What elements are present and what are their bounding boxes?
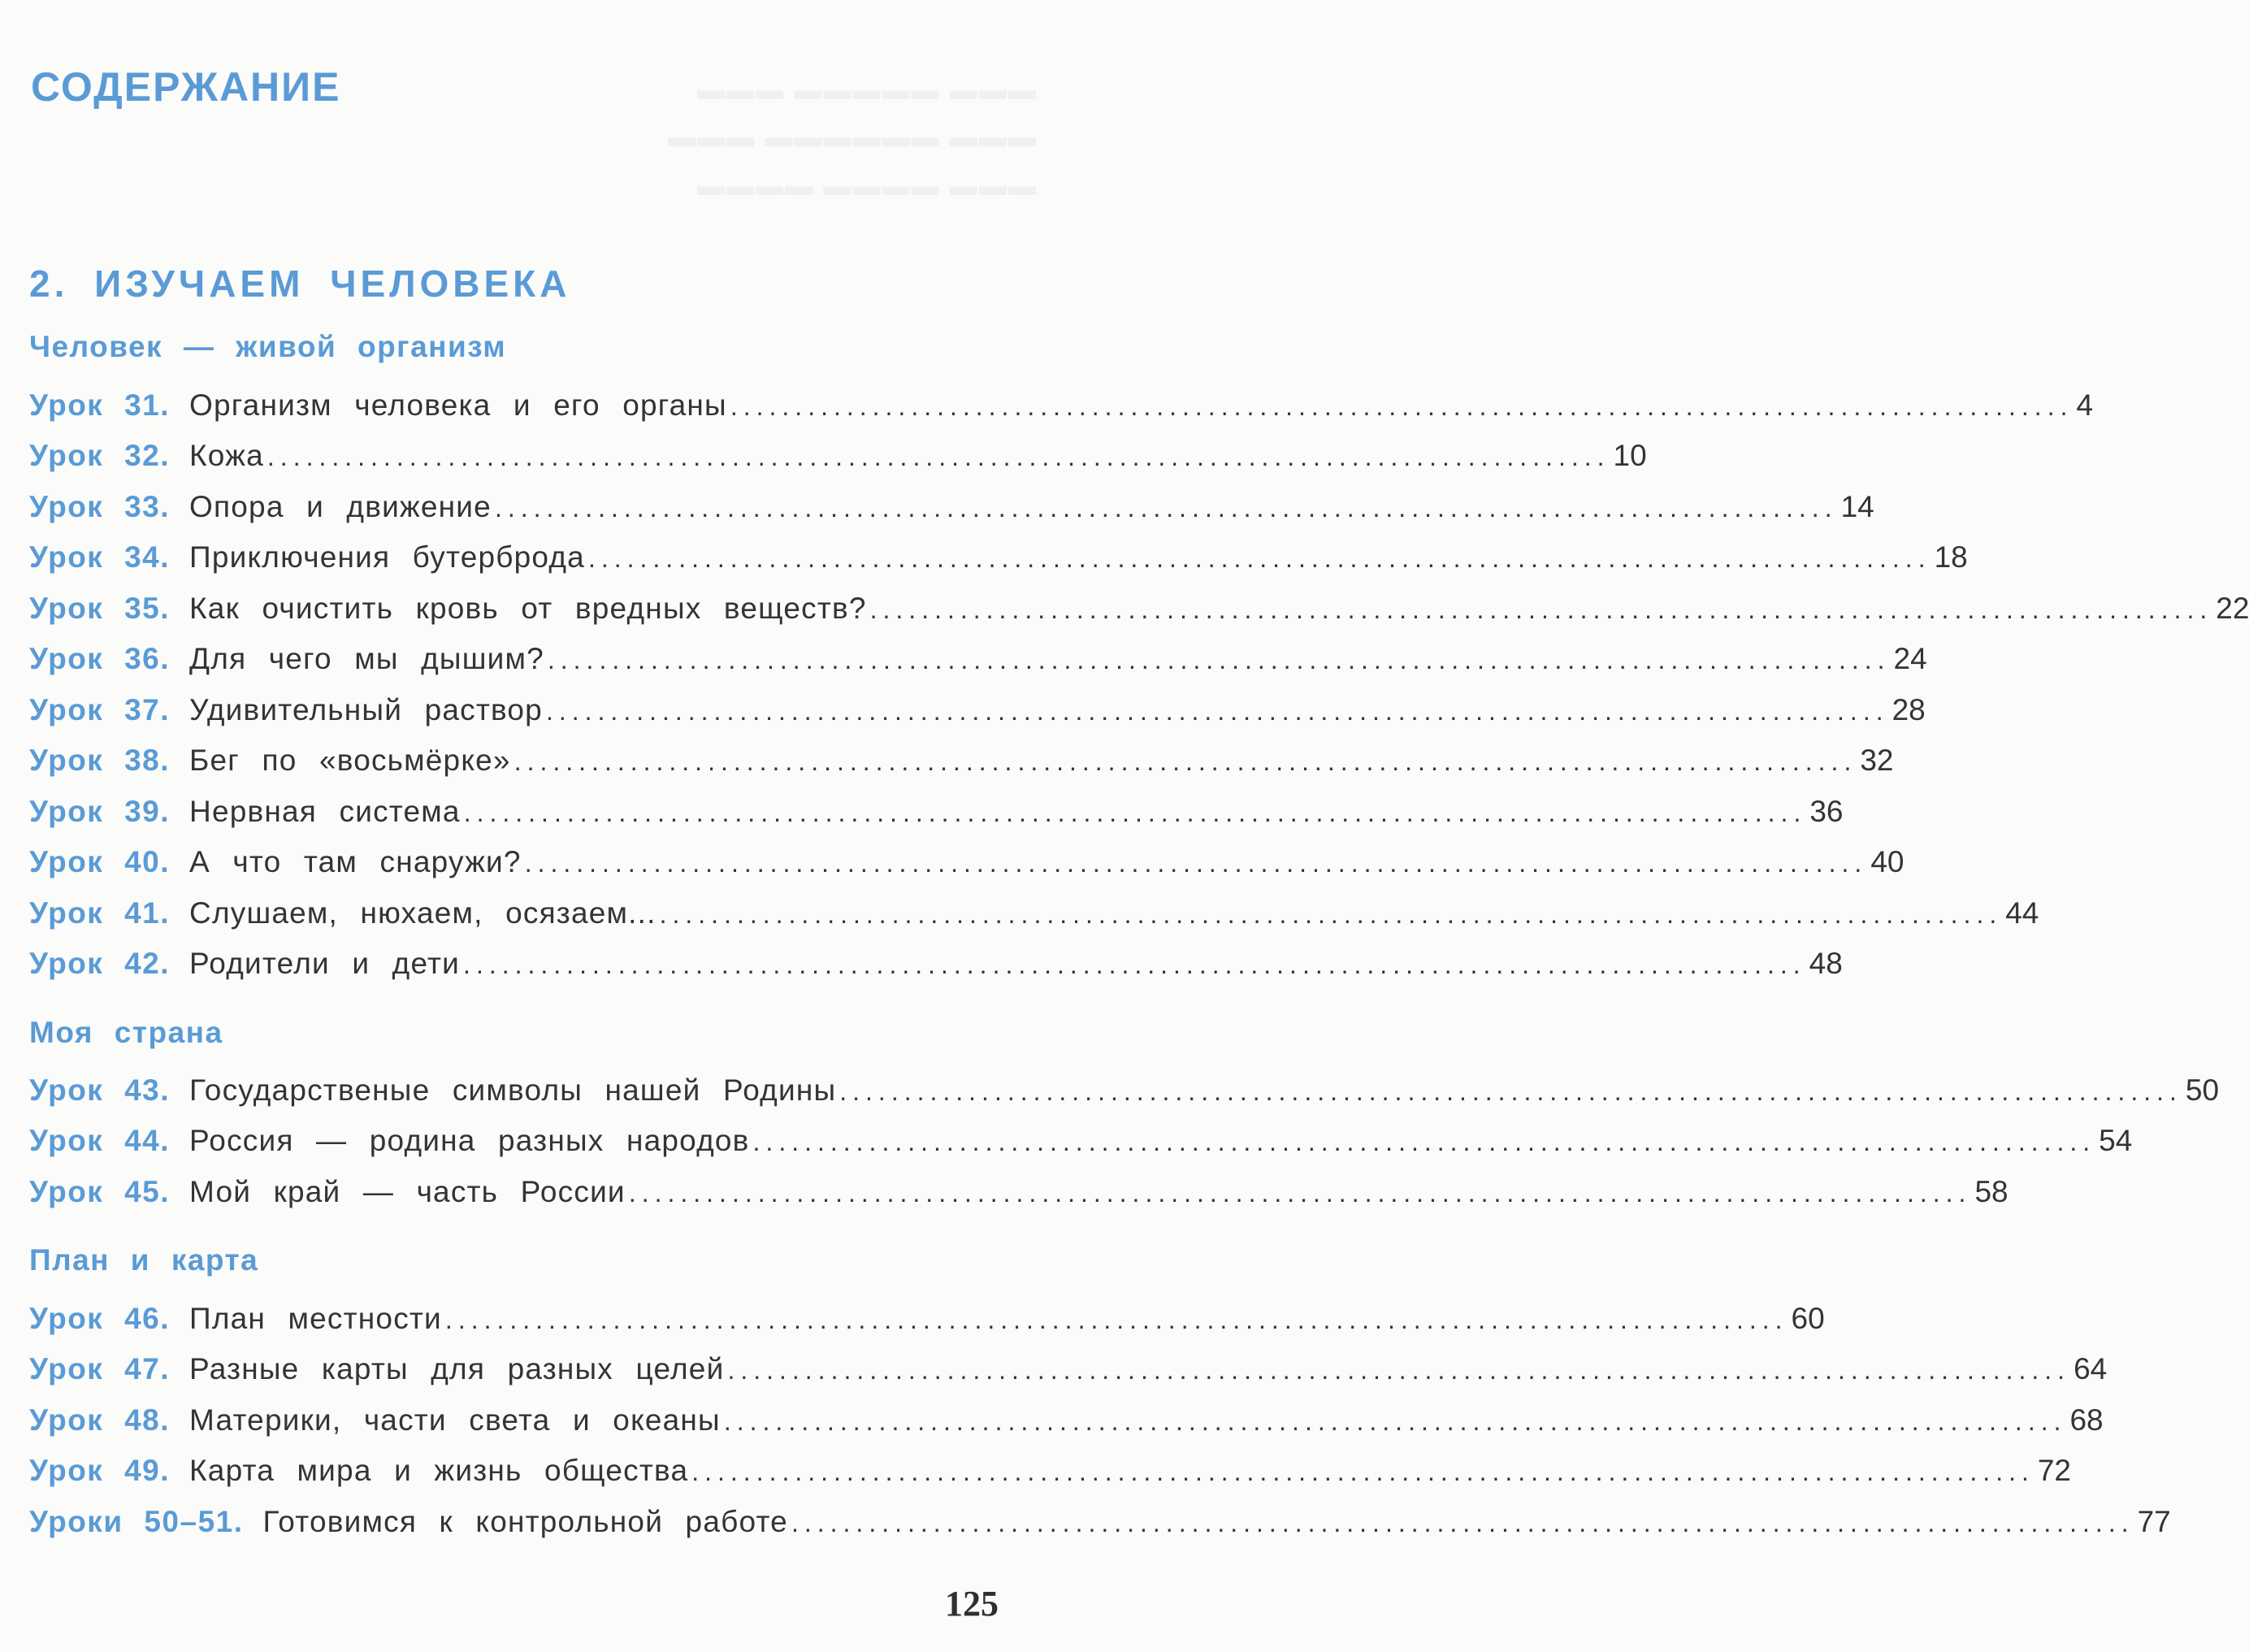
page-ref: 50 bbox=[2185, 1073, 2220, 1107]
page-ref: 24 bbox=[1893, 642, 1927, 675]
lesson-title: Нервная система bbox=[189, 795, 461, 828]
page-ref: 22 bbox=[2216, 592, 2249, 625]
dot-leader: ........................................................................................................ bbox=[463, 798, 1807, 827]
toc-entry[interactable] bbox=[29, 589, 2249, 628]
toc-entry[interactable] bbox=[29, 1502, 2171, 1541]
page-ref: 32 bbox=[1860, 744, 1894, 777]
lesson-number: Урок 45. bbox=[29, 1175, 171, 1208]
lesson-title: Как очистить кровь от вредных веществ? bbox=[189, 592, 867, 625]
dot-leader: ........................................................................................................ bbox=[869, 595, 2213, 624]
page-ref: 14 bbox=[1840, 490, 1874, 523]
toc-entry[interactable] bbox=[29, 488, 1874, 527]
dot-leader: ........................................................................................................ bbox=[266, 442, 1610, 471]
section-title: План и карта bbox=[29, 1243, 259, 1277]
toc-entry[interactable] bbox=[29, 1121, 2133, 1160]
section-title: Человек — живой организм bbox=[29, 330, 507, 363]
toc-entry[interactable] bbox=[29, 792, 1844, 831]
lesson-title: Материки, части света и океаны bbox=[189, 1403, 721, 1437]
toc-entry[interactable] bbox=[29, 1173, 2008, 1212]
toc-entry[interactable] bbox=[29, 741, 1894, 780]
dot-leader: ........................................................................................................ bbox=[691, 1457, 2034, 1486]
lesson-number: Урок 46. bbox=[29, 1302, 171, 1335]
page-ref: 44 bbox=[2005, 896, 2039, 930]
lesson-number: Урок 49. bbox=[29, 1454, 171, 1487]
page-ref: 72 bbox=[2037, 1454, 2072, 1487]
dot-leader: ........................................................................................................ bbox=[444, 1305, 1788, 1334]
page-ref: 60 bbox=[1791, 1302, 1825, 1335]
page-ref: 54 bbox=[2099, 1124, 2133, 1157]
lesson-title: Организм человека и его органы bbox=[189, 388, 727, 422]
lesson-title: Родители и дети bbox=[189, 947, 461, 980]
lesson-number: Уроки 50–51. bbox=[29, 1505, 244, 1538]
lesson-number: Урок 36. bbox=[29, 642, 171, 675]
toc-entry[interactable] bbox=[29, 386, 2094, 425]
lesson-number: Урок 35. bbox=[29, 592, 171, 625]
lesson-title: Бег по «восьмёрке» bbox=[189, 744, 511, 777]
dot-leader: ........................................................................................................ bbox=[730, 392, 2074, 421]
page-number: 125 bbox=[945, 1584, 999, 1624]
lesson-number: Урок 43. bbox=[29, 1073, 171, 1107]
toc-entry[interactable] bbox=[29, 944, 1843, 983]
lesson-number: Урок 34. bbox=[29, 540, 171, 574]
lesson-number: Урок 41. bbox=[29, 896, 171, 930]
lesson-title: Готовимся к контрольной работе bbox=[262, 1505, 788, 1538]
lesson-title: А что там снаружи? bbox=[189, 845, 522, 878]
toc-entry[interactable] bbox=[29, 1451, 2072, 1490]
section-title: Моя страна bbox=[29, 1016, 223, 1049]
lesson-title: Удивительный раствор bbox=[189, 693, 543, 726]
lesson-number: Урок 40. bbox=[29, 845, 171, 878]
lesson-number: Урок 48. bbox=[29, 1403, 171, 1437]
page-ref: 77 bbox=[2137, 1505, 2171, 1538]
lesson-number: Урок 33. bbox=[29, 490, 171, 523]
lesson-title: Опора и движение bbox=[189, 490, 492, 523]
dot-leader: ........................................................................................................ bbox=[628, 1178, 1972, 1208]
toc-entry[interactable] bbox=[29, 538, 1968, 577]
dot-leader: ........................................................................................................ bbox=[752, 1127, 2096, 1156]
page-ref: 58 bbox=[1974, 1175, 2008, 1208]
dot-leader: ........................................................................................................ bbox=[723, 1407, 2067, 1436]
lesson-number: Урок 42. bbox=[29, 947, 171, 980]
dot-leader: ........................................................................................................ bbox=[494, 493, 1838, 522]
lesson-title: Государственые символы нашей Родины bbox=[189, 1073, 837, 1107]
lesson-title: Для чего мы дышим? bbox=[189, 642, 544, 675]
toc-entry[interactable] bbox=[29, 1401, 2104, 1440]
dot-leader: ........................................................................................................ bbox=[587, 544, 1931, 573]
toc-entry[interactable] bbox=[29, 1299, 1825, 1338]
lesson-title: Приключения бутерброда bbox=[189, 540, 585, 574]
bleed-through-decoration: ▬▬▬ ▬▬▬▬ ▬▬▬▬ bbox=[696, 171, 1036, 202]
lesson-number: Урок 44. bbox=[29, 1124, 171, 1157]
page-ref: 64 bbox=[2074, 1352, 2108, 1385]
dot-leader: ........................................................................................................ bbox=[547, 645, 1891, 674]
dot-leader: ........................................................................................................ bbox=[514, 747, 1857, 776]
lesson-number: Урок 39. bbox=[29, 795, 171, 828]
unit-title: 2. ИЗУЧАЕМ ЧЕЛОВЕКА bbox=[29, 262, 571, 305]
lesson-title: План местности bbox=[189, 1302, 442, 1335]
dot-leader: ........................................................................................................ bbox=[545, 696, 1889, 726]
dot-leader: ........................................................................................................ bbox=[791, 1508, 2134, 1537]
dot-leader: ........................................................................................................ bbox=[659, 900, 2003, 929]
lesson-number: Урок 38. bbox=[29, 744, 171, 777]
page-ref: 10 bbox=[1613, 439, 1647, 472]
lesson-number: Урок 37. bbox=[29, 693, 171, 726]
lesson-title: Мой край — часть России bbox=[189, 1175, 626, 1208]
lesson-title: Россия — родина разных народов bbox=[189, 1124, 750, 1157]
dot-leader: ........................................................................................................ bbox=[524, 848, 1868, 878]
toc-entry[interactable] bbox=[29, 691, 1926, 730]
lesson-title: Разные карты для разных целей bbox=[189, 1352, 725, 1385]
toc-entry[interactable] bbox=[29, 894, 2039, 933]
page-title: СОДЕРЖАНИЕ bbox=[31, 64, 341, 110]
page-ref: 40 bbox=[1870, 845, 1904, 878]
lesson-title: Слушаем, нюхаем, осязаем... bbox=[189, 896, 656, 930]
page-ref: 36 bbox=[1809, 795, 1844, 828]
lesson-title: Кожа bbox=[189, 439, 264, 472]
lesson-number: Урок 32. bbox=[29, 439, 171, 472]
lesson-number: Урок 31. bbox=[29, 388, 171, 422]
page-ref: 68 bbox=[2069, 1403, 2104, 1437]
bleed-through-decoration: ▬▬▬ ▬▬▬▬▬ ▬▬▬ bbox=[696, 75, 1036, 106]
toc-entry[interactable] bbox=[29, 1071, 2220, 1110]
toc-entry[interactable] bbox=[29, 1350, 2108, 1389]
lesson-number: Урок 47. bbox=[29, 1352, 171, 1385]
toc-entry[interactable] bbox=[29, 640, 1927, 679]
dot-leader: ........................................................................................................ bbox=[839, 1077, 2182, 1106]
page-ref: 28 bbox=[1892, 693, 1926, 726]
page-ref: 18 bbox=[1934, 540, 1968, 574]
page-ref: 4 bbox=[2076, 388, 2094, 422]
dot-leader: ........................................................................................................ bbox=[727, 1355, 2071, 1385]
toc-entry[interactable] bbox=[29, 436, 1647, 475]
toc-entry[interactable] bbox=[29, 843, 1904, 882]
page-ref: 48 bbox=[1809, 947, 1843, 980]
bleed-through-decoration: ▬▬▬ ▬▬▬▬▬▬ ▬▬▬ bbox=[666, 122, 1036, 153]
dot-leader: ........................................................................................................ bbox=[463, 950, 1806, 979]
lesson-title: Карта мира и жизнь общества bbox=[189, 1454, 689, 1487]
